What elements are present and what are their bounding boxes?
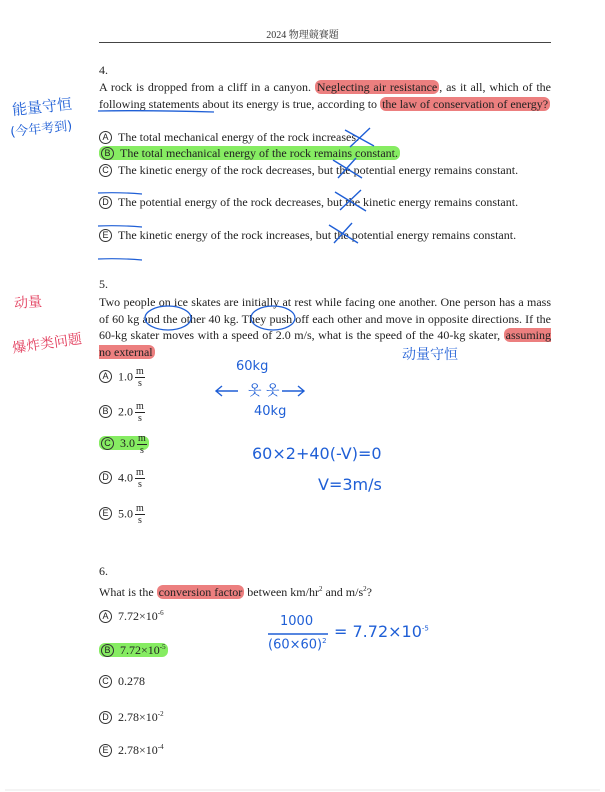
q6-option-b-exp: -5 xyxy=(159,643,166,651)
q4-option-b-text: The total mechanical energy of the rock remains constant. xyxy=(120,146,399,160)
q5-option-c-unit xyxy=(137,433,147,456)
q5-option-e-value: 5.0 xyxy=(118,506,133,521)
note-energy-conservation: 能量守恒 xyxy=(11,94,73,120)
unit-denominator: s xyxy=(137,479,142,490)
unit-numerator: m xyxy=(136,467,144,478)
skater-figures-icon: 옷 옷 xyxy=(248,383,280,399)
q4-option-b[interactable] xyxy=(99,145,551,162)
q5-option-c-highlight xyxy=(99,433,149,456)
note-mass-40: 40kg xyxy=(254,404,287,419)
unit-numerator: m xyxy=(138,433,146,444)
unit-numerator: m xyxy=(136,503,144,514)
q4-option-b-marker[interactable]: B xyxy=(101,147,114,160)
q5-option-d-marker[interactable]: D xyxy=(99,471,112,484)
note-fraction-denominator xyxy=(268,637,327,652)
unit-denominator: s xyxy=(137,413,142,424)
q6-option-e-exp: -4 xyxy=(157,743,164,751)
q6-number: 6. xyxy=(99,564,108,578)
q5-option-b-unit xyxy=(135,401,145,424)
q4-option-e-text: The kinetic energy of the rock increases, but the potential energy remains constant. xyxy=(118,228,517,242)
note-fraction-denominator-exp: 2 xyxy=(322,637,327,645)
header-divider xyxy=(99,42,551,43)
q6-stem-part3: and m/s xyxy=(325,585,364,599)
q5-option-a-unit xyxy=(135,366,145,389)
q4-option-d[interactable] xyxy=(99,194,551,211)
q4-option-d-marker[interactable]: D xyxy=(99,196,112,209)
q5-number: 5. xyxy=(99,277,108,291)
q6-option-a-exp: -6 xyxy=(157,609,164,617)
note-fraction-result-base: = 7.72×10 xyxy=(334,622,422,641)
q6-option-a[interactable] xyxy=(99,605,551,625)
q5-stem xyxy=(99,294,551,360)
unit-denominator: s xyxy=(139,445,144,456)
q6-option-b-marker[interactable]: B xyxy=(101,644,114,657)
note-fraction-result xyxy=(334,622,429,641)
q4-highlight-air-resistance: Neglecting air resistance xyxy=(316,80,438,94)
q5-option-d-unit xyxy=(135,467,145,490)
q4-option-c-marker[interactable]: C xyxy=(99,164,112,177)
note-answer-speed: V=3m/s xyxy=(318,475,382,494)
q6-option-e[interactable] xyxy=(99,739,551,759)
q6-exp2: 2 xyxy=(363,585,367,593)
q4-stem-part2: , as it all, which of the following statements about its energy is true, according to xyxy=(99,80,552,111)
unit-denominator: s xyxy=(137,378,142,389)
q6-option-d-exp: -2 xyxy=(157,710,164,718)
q6-stem-part1: What is the xyxy=(99,585,154,599)
q5-option-a-value: 1.0 xyxy=(118,369,133,384)
q4-stem-part1: A rock is dropped from a cliff in a canyon. xyxy=(99,80,312,94)
q5-option-d-value: 4.0 xyxy=(118,470,133,485)
q5-stem-text: Two people on ice skates are initially at rest while facing one another. One person has a mass of 60 kg and the other 40 kg. They push off each other and move in opposite directions. If the 60-kg skater moves with a speed of 2.0 m/s, what is the speed of the 40-kg skater, xyxy=(99,295,551,342)
q6-option-b-value: 7.72×10 xyxy=(120,643,160,657)
q6-exp1: 2 xyxy=(318,585,323,593)
q6-option-c-marker[interactable]: C xyxy=(99,675,112,688)
q6-option-c-value: 0.278 xyxy=(118,674,145,688)
q6-option-c[interactable] xyxy=(99,673,551,690)
q4-option-a[interactable] xyxy=(99,129,551,146)
q4-option-a-text: The total mechanical energy of the rock increases. xyxy=(118,130,360,144)
q6-option-b-highlight xyxy=(99,643,168,657)
q5-option-e-unit xyxy=(135,503,145,526)
q6-highlight-conversion: conversion factor xyxy=(158,585,243,599)
q5-highlight-no-external: assuming no external xyxy=(99,328,551,359)
q6-option-d[interactable] xyxy=(99,706,551,726)
q4-option-c[interactable] xyxy=(99,162,551,179)
note-equation-momentum: 60×2+40(-V)=0 xyxy=(252,444,382,463)
unit-numerator: m xyxy=(136,366,144,377)
note-fraction-denominator-base: (60×60) xyxy=(268,637,323,653)
note-explosion-problem: 爆炸类问题 xyxy=(11,331,83,357)
q6-option-e-marker[interactable]: E xyxy=(99,744,112,757)
q5-option-e[interactable] xyxy=(99,503,551,526)
unit-denominator: s xyxy=(137,515,142,526)
note-fraction-result-exp: -5 xyxy=(421,624,429,633)
q6-option-a-value: 7.72×10 xyxy=(118,609,158,623)
q6-option-d-marker[interactable]: D xyxy=(99,711,112,724)
q5-option-c-marker[interactable]: C xyxy=(101,437,114,450)
q4-option-d-text: The potential energy of the rock decreases, but the kinetic energy remains constant. xyxy=(118,195,519,209)
q6-option-e-value: 2.78×10 xyxy=(118,743,158,757)
q4-stem xyxy=(99,79,551,112)
q4-highlight-conservation: the law of conservation of energy? xyxy=(382,96,549,111)
q6-option-d-value: 2.78×10 xyxy=(118,710,158,724)
note-momentum-conservation: 动量守恒 xyxy=(402,347,458,363)
q5-option-a[interactable] xyxy=(99,366,551,389)
q5-option-b[interactable] xyxy=(99,401,551,424)
q4-option-e-marker[interactable]: E xyxy=(99,229,112,242)
q6-stem xyxy=(99,581,551,601)
q5-option-e-marker[interactable]: E xyxy=(99,507,112,520)
q4-option-e[interactable] xyxy=(99,227,551,244)
q6-stem-part2: between km/hr xyxy=(247,585,319,599)
q4-option-a-marker[interactable]: A xyxy=(99,131,112,144)
q5-option-c-value: 3.0 xyxy=(120,436,135,451)
unit-numerator: m xyxy=(136,401,144,412)
note-fraction-numerator: 1000 xyxy=(280,614,314,629)
q5-option-b-value: 2.0 xyxy=(118,404,133,419)
underline-constant-e xyxy=(98,259,142,260)
page-header-title: 2024 物理競賽題 xyxy=(266,30,339,41)
note-momentum: 动量 xyxy=(13,294,43,312)
note-this-year: (今年考到) xyxy=(9,118,73,141)
note-mass-60: 60kg xyxy=(236,359,269,374)
q4-number: 4. xyxy=(99,63,108,77)
q6-stem-part4: ? xyxy=(366,585,372,599)
q5-option-b-marker[interactable]: B xyxy=(99,405,112,418)
q4-option-c-text: The kinetic energy of the rock decreases, but the potential energy remains constant. xyxy=(118,163,519,177)
q6-option-a-marker[interactable]: A xyxy=(99,610,112,623)
q5-option-a-marker[interactable]: A xyxy=(99,370,112,383)
q4-option-b-highlight xyxy=(99,146,400,160)
